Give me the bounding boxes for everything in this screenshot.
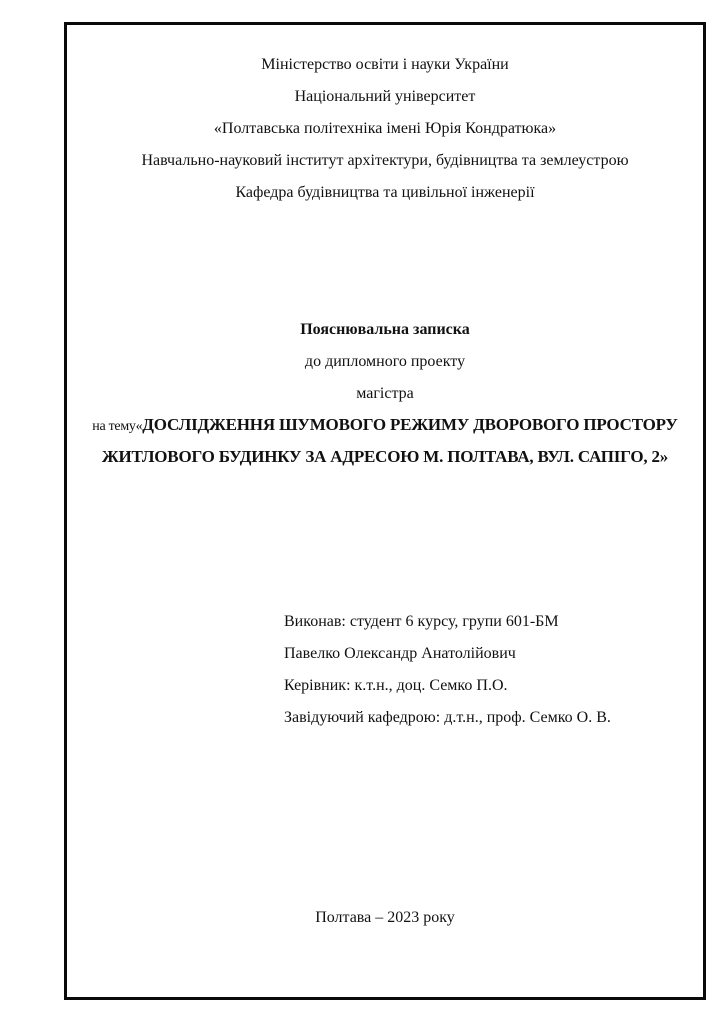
student-name-line: Павелко Олександр Анатолійович: [284, 645, 516, 662]
ministry-line: Міністерство освіти і науки України: [261, 56, 509, 73]
department-line: Кафедра будівництва та цивільної інженерії: [235, 184, 535, 201]
supervisor-line: Керівник: к.т.н., доц. Семко П.О.: [284, 677, 508, 694]
university-line: Національний університет: [294, 88, 476, 105]
topic-title-part-2: ЖИТЛОВОГО БУДИНКУ ЗА АДРЕСОЮ М. ПОЛТАВА, ВУЛ. САПІГО, 2»: [101, 447, 669, 466]
diploma-project-line: до дипломного проекту: [304, 353, 466, 370]
page-border-frame: [64, 22, 706, 1000]
topic-prefix: на тему«: [92, 419, 143, 434]
degree-line: магістра: [356, 385, 414, 402]
topic-line-1: [67, 415, 703, 437]
topic-line-2: [67, 447, 703, 468]
head-of-department-line: Завідуючий кафедрою: д.т.н., проф. Семко О. В.: [284, 709, 611, 726]
university-name-line: «Полтавська політехніка імені Юрія Кондратюка»: [213, 120, 557, 137]
institute-line: Навчально-науковий інститут архітектури, будівництва та землеустрою: [141, 152, 629, 169]
topic-title-part-1: ДОСЛІДЖЕННЯ ШУМОВОГО РЕЖИМУ ДВОРОВОГО ПРОСТОРУ: [142, 415, 678, 434]
city-year-line: Полтава – 2023 року: [315, 909, 455, 926]
document-type-title: Пояснювальна записка: [300, 321, 470, 338]
performed-by-line: Виконав: студент 6 курсу, групи 601-БМ: [284, 613, 559, 630]
